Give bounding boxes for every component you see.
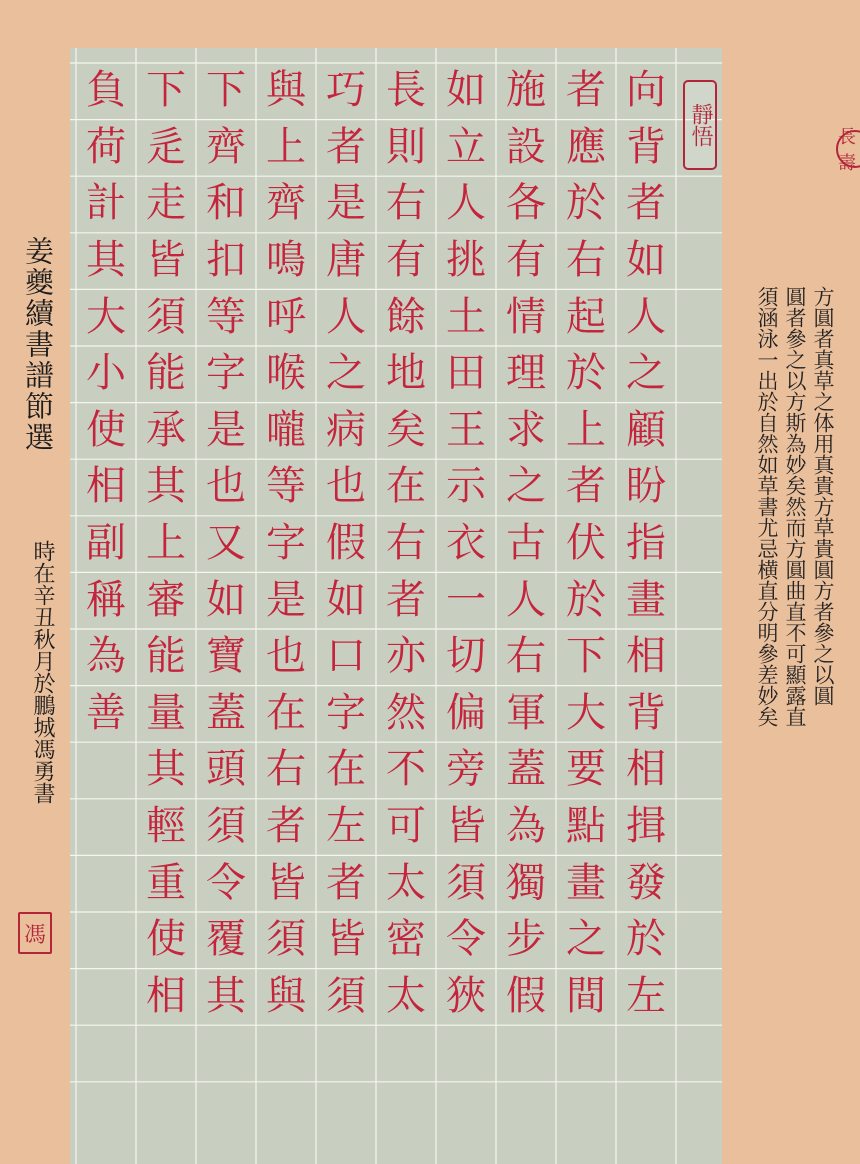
calligraphy-character: 於 [566,576,606,623]
calligraphy-character: 唐 [326,237,366,284]
calligraphy-character: 有 [386,237,426,284]
calligraphy-character: 頭 [206,746,246,793]
calligraphy-character: 上 [266,123,306,170]
calligraphy-character: 齊 [206,123,246,170]
calligraphy-character: 人 [626,293,666,340]
calligraphy-character: 右 [266,746,306,793]
calligraphy-character: 偏 [446,689,486,736]
calligraphy-character: 餘 [386,293,426,340]
seal-top-stamp [683,80,717,170]
calligraphy-character: 皆 [326,916,366,963]
calligraphy-character: 揖 [626,803,666,850]
calligraphy-character: 能 [146,350,186,397]
calligraphy-character: 顧 [626,406,666,453]
calligraphy-character: 者 [566,463,606,510]
calligraphy-character: 扣 [206,237,246,284]
calligraphy-character: 點 [566,803,606,850]
calligraphy-character: 畫 [626,576,666,623]
calligraphy-character: 輕 [146,803,186,850]
calligraphy-character: 者 [566,67,606,114]
seal-left-stamp: 馮 [18,912,52,954]
calligraphy-character: 為 [86,633,126,680]
calligraphy-character: 挑 [446,237,486,284]
inscription-title: 姜夔續書譜節選 [21,236,55,453]
calligraphy-character: 右 [386,180,426,227]
calligraphy-character: 相 [626,633,666,680]
calligraphy-character: 矣 [386,406,426,453]
calligraphy-character: 一 [446,576,486,623]
calligraphy-character: 喉 [266,350,306,397]
calligraphy-character: 在 [386,463,426,510]
calligraphy-character: 使 [86,406,126,453]
calligraphy-character: 相 [146,972,186,1019]
calligraphy-character: 者 [326,859,366,906]
calligraphy-character: 相 [626,746,666,793]
calligraphy-character: 令 [446,916,486,963]
calligraphy-character: 左 [326,803,366,850]
calligraphy-character: 又 [206,520,246,567]
calligraphy-character: 字 [206,350,246,397]
calligraphy-character: 地 [386,350,426,397]
calligraphy-character: 與 [266,67,306,114]
calligraphy-character: 也 [206,463,246,510]
calligraphy-character: 示 [446,463,486,510]
calligraphy-character: 旁 [446,746,486,793]
calligraphy-character: 施 [506,67,546,114]
calligraphy-character: 在 [326,746,366,793]
calligraphy-character: 之 [326,350,366,397]
calligraphy-character: 之 [506,463,546,510]
calligraphy-character: 計 [86,180,126,227]
side-note-column-3: 須涵泳一出於自然如草書尤忌横直分明參差妙矣 [755,286,779,727]
calligraphy-character: 狹 [446,972,486,1019]
calligraphy-character: 亦 [386,633,426,680]
side-note-column-2: 圓者參之以方斯為妙矣然而方圓曲直不可顯露直 [783,286,807,727]
calligraphy-character: 其 [206,972,246,1019]
calligraphy-character: 上 [146,520,186,567]
calligraphy-character: 須 [266,916,306,963]
calligraphy-character: 承 [146,406,186,453]
calligraphy-character: 獨 [506,859,546,906]
calligraphy-character: 軍 [506,689,546,736]
calligraphy-character: 不 [386,746,426,793]
calligraphy-character: 太 [386,859,426,906]
calligraphy-character: 求 [506,406,546,453]
calligraphy-character: 有 [506,237,546,284]
calligraphy-character: 設 [506,123,546,170]
calligraphy-character: 覆 [206,916,246,963]
calligraphy-character: 人 [326,293,366,340]
calligraphy-character: 須 [326,972,366,1019]
calligraphy-character: 情 [506,293,546,340]
calligraphy-character: 人 [446,180,486,227]
calligraphy-character: 嚨 [266,406,306,453]
calligraphy-character: 背 [626,689,666,736]
grid-paper-panel [70,48,722,1164]
inscription-signature: 時在辛丑秋月於鵬城馮勇書 [30,540,55,804]
calligraphy-character: 於 [626,916,666,963]
calligraphy-character: 荷 [86,123,126,170]
calligraphy-character: 切 [446,633,486,680]
calligraphy-character: 等 [266,463,306,510]
calligraphy-character: 與 [266,972,306,1019]
calligraphy-character: 步 [506,916,546,963]
calligraphy-character: 則 [386,123,426,170]
calligraphy-character: 皆 [446,803,486,850]
calligraphy-character: 使 [146,916,186,963]
calligraphy-character: 口 [326,633,366,680]
calligraphy-character: 太 [386,972,426,1019]
calligraphy-character: 衣 [446,520,486,567]
calligraphy-character: 者 [386,576,426,623]
calligraphy-character: 皆 [146,237,186,284]
calligraphy-character: 是 [326,180,366,227]
calligraphy-character: 背 [626,123,666,170]
calligraphy-character: 下 [566,633,606,680]
calligraphy-character: 令 [206,859,246,906]
calligraphy-character: 王 [446,406,486,453]
calligraphy-character: 呼 [266,293,306,340]
calligraphy-character: 下 [146,67,186,114]
calligraphy-character: 古 [506,520,546,567]
calligraphy-character: 之 [566,916,606,963]
calligraphy-character: 是 [206,406,246,453]
calligraphy-character: 如 [326,576,366,623]
calligraphy-character: 長 [386,67,426,114]
calligraphy-character: 如 [446,67,486,114]
calligraphy-character: 也 [266,633,306,680]
calligraphy-character: 然 [386,689,426,736]
calligraphy-character: 其 [86,237,126,284]
calligraphy-character: 是 [266,576,306,623]
calligraphy-character: 伏 [566,520,606,567]
calligraphy-character: 假 [506,972,546,1019]
calligraphy-character: 者 [266,803,306,850]
calligraphy-character: 應 [566,123,606,170]
calligraphy-character: 可 [386,803,426,850]
seal-right-stamp: 長壽 [836,130,860,168]
calligraphy-character: 稱 [86,576,126,623]
calligraphy-character: 蓋 [506,746,546,793]
calligraphy-character: 理 [506,350,546,397]
calligraphy-character: 蓋 [206,689,246,736]
calligraphy-character: 須 [206,803,246,850]
calligraphy-character: 在 [266,689,306,736]
calligraphy-character: 如 [206,576,246,623]
calligraphy-character: 也 [326,463,366,510]
calligraphy-character: 走 [146,180,186,227]
calligraphy-character: 之 [626,350,666,397]
calligraphy-character: 皆 [266,859,306,906]
calligraphy-character: 於 [566,180,606,227]
calligraphy-character: 右 [506,633,546,680]
calligraphy-character: 指 [626,520,666,567]
calligraphy-character: 齊 [266,180,306,227]
calligraphy-character: 字 [326,689,366,736]
calligraphy-character: 其 [146,746,186,793]
calligraphy-character: 立 [446,123,486,170]
calligraphy-character: 病 [326,406,366,453]
seal-top-text: 靜悟 [688,103,713,147]
calligraphy-character: 大 [566,689,606,736]
calligraphy-character: 重 [146,859,186,906]
calligraphy-character: 如 [626,237,666,284]
calligraphy-character: 田 [446,350,486,397]
calligraphy-character: 等 [206,293,246,340]
calligraphy-character: 和 [206,180,246,227]
calligraphy-character: 畫 [566,859,606,906]
calligraphy-character: 辵 [146,123,186,170]
calligraphy-character: 字 [266,520,306,567]
calligraphy-character: 者 [326,123,366,170]
calligraphy-character: 善 [86,689,126,736]
calligraphy-character: 上 [566,406,606,453]
calligraphy-character: 者 [626,180,666,227]
calligraphy-character: 右 [386,520,426,567]
calligraphy-character: 鳴 [266,237,306,284]
calligraphy-character: 於 [566,350,606,397]
calligraphy-character: 要 [566,746,606,793]
calligraphy-character: 發 [626,859,666,906]
calligraphy-character: 左 [626,972,666,1019]
calligraphy-character: 假 [326,520,366,567]
side-note-column-1: 方圓者真草之体用真貴方草貴圓方者參之以圓 [811,286,835,706]
calligraphy-character: 人 [506,576,546,623]
calligraphy-character: 下 [206,67,246,114]
calligraphy-character: 能 [146,633,186,680]
calligraphy-character: 寶 [206,633,246,680]
calligraphy-character: 量 [146,689,186,736]
calligraphy-character: 各 [506,180,546,227]
calligraphy-character: 密 [386,916,426,963]
calligraphy-character: 其 [146,463,186,510]
calligraphy-character: 右 [566,237,606,284]
calligraphy-character: 間 [566,972,606,1019]
calligraphy-character: 須 [446,859,486,906]
calligraphy-character: 須 [146,293,186,340]
calligraphy-character: 大 [86,293,126,340]
calligraphy-character: 審 [146,576,186,623]
calligraphy-character: 為 [506,803,546,850]
calligraphy-character: 盼 [626,463,666,510]
calligraphy-character: 相 [86,463,126,510]
calligraphy-character: 小 [86,350,126,397]
calligraphy-character: 向 [626,67,666,114]
calligraphy-character: 起 [566,293,606,340]
calligraphy-character: 負 [86,67,126,114]
calligraphy-character: 副 [86,520,126,567]
calligraphy-character: 巧 [326,67,366,114]
calligraphy-character: 土 [446,293,486,340]
